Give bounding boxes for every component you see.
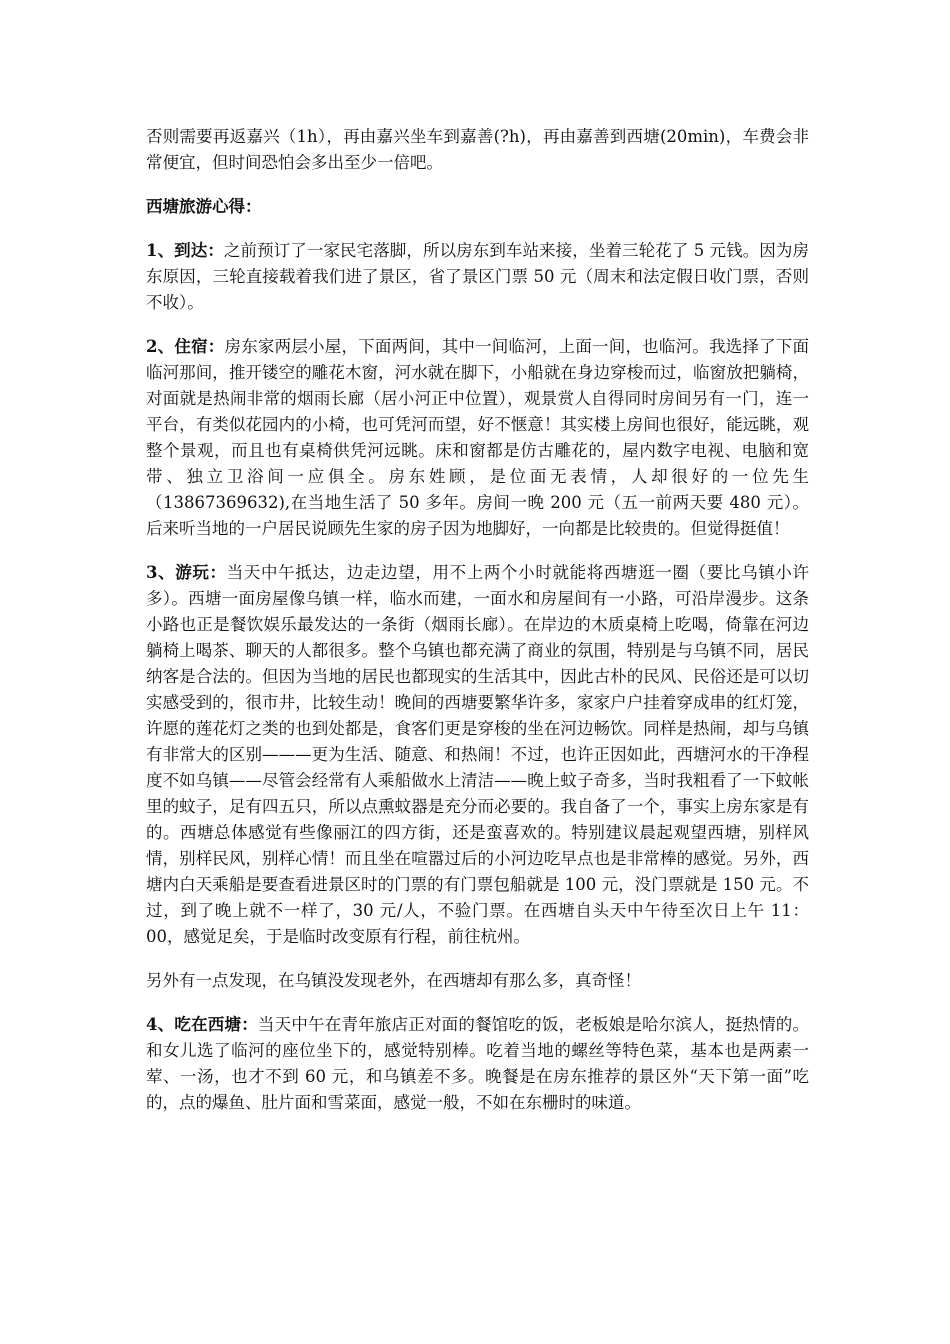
intro-paragraph: 否则需要再返嘉兴（1h），再由嘉兴坐车到嘉善(?h)，再由嘉善到西塘(20min)，车费会非常便宜，但时间恐怕会多出至少一倍吧。	[146, 127, 809, 172]
item-dining-text: 当天中午在青年旅店正对面的餐馆吃的饭，老板娘是哈尔滨人，挺热情的。和女儿选了临河的座位坐下的，感觉特别棒。吃着当地的螺丝等特色菜，基本也是两素一荤、一汤，也才不到 60 元，和乌镇差不多。晚餐是在房东推荐的景区外“天下第一面”吃的，点的爆鱼、肚片面和雪菜面，感觉一般，不如在东栅时的味道。	[146, 1015, 809, 1112]
item-arrival	[146, 238, 809, 316]
item-lodging	[146, 334, 809, 542]
item-sightseeing-lead: 3、游玩：	[146, 563, 227, 582]
item-sightseeing-text: 当天中午抵达，边走边望，用不上两个小时就能将西塘逛一圈（要比乌镇小许多）。西塘一面房屋像乌镇一样，临水而建，一面水和房屋间有一小路，可沿岸漫步。这条小路也正是餐饮娱乐最发达的一条街（烟雨长廊）。在岸边的木质桌椅上吃喝，倚靠在河边躺椅上喝茶、聊天的人都很多。整个乌镇也都充满了商业的氛围，特别是与乌镇不同，居民纳客是合法的。但因为当地的居民也都现实的生活其中，因此古朴的民风、民俗还是可以切实感受到的，很市井，比较生动！晚间的西塘要繁华许多，家家户户挂着穿成串的红灯笼，许愿的莲花灯之类的也到处都是，食客们更是穿梭的坐在河边畅饮。同样是热闹，却与乌镇有非常大的区别———更为生活、随意、和热闹！不过，也许正因如此，西塘河水的干净程度不如乌镇——尽管会经常有人乘船做水上清洁——晚上蚊子奇多，当时我粗看了一下蚊帐里的蚊子，足有四五只，所以点熏蚊器是充分而必要的。我自备了一个，事实上房东家是有的。西塘总体感觉有些像丽江的四方街，还是蛮喜欢的。特别建议晨起观望西塘，别样风情，别样民风，别样心情！而且坐在喧嚣过后的小河边吃早点也是非常棒的感觉。另外，西塘内白天乘船是要查看进景区时的门票的有门票包船就是 100 元，没门票就是 150 元。不过，到了晚上就不一样了，30 元/人，不验门票。在西塘自头天中午待至次日上午 11：00，感觉足矣，于是临时改变原有行程，前往杭州。	[146, 563, 810, 946]
item-arrival-text: 之前预订了一家民宅落脚，所以房东到车站来接，坐着三轮花了 5 元钱。因为房东原因，三轮直接载着我们进了景区，省了景区门票 50 元（周末和法定假日收门票，否则不收）。	[146, 241, 809, 312]
item-sightseeing	[146, 560, 809, 950]
item-dining-lead: 4、吃在西塘：	[146, 1015, 258, 1034]
item-lodging-lead: 2、住宿：	[146, 337, 225, 356]
item-arrival-lead: 1、到达：	[146, 241, 224, 260]
item-dining	[146, 1012, 809, 1116]
document-page	[146, 124, 809, 1134]
section-heading: 西塘旅游心得：	[146, 197, 262, 216]
item-lodging-text: 房东家两层小屋，下面两间，其中一间临河，上面一间，也临河。我选择了下面临河那间，推开镂空的雕花木窗，河水就在脚下，小船就在身边穿梭而过，临窗放把躺椅，对面就是热闹非常的烟雨长廊（居小河正中位置），观景赏人自得同时房间另有一门，连一平台，有类似花园内的小椅，也可凭河而望，好不惬意！其实楼上房间也很好，能远眺，观整个景观，而且也有桌椅供凭河远眺。床和窗都是仿古雕花的，屋内数字电视、电脑和宽带、独立卫浴间一应俱全。房东姓顾，是位面无表情，人却很好的一位先生（13867369632),在当地生活了 50 多年。房间一晚 200 元（五一前两天要 480 元）。后来听当地的一户居民说顾先生家的房子因为地脚好，一向都是比较贵的。但觉得挺值！	[146, 337, 810, 538]
note-paragraph: 另外有一点发现，在乌镇没发现老外，在西塘却有那么多，真奇怪！	[146, 971, 641, 990]
